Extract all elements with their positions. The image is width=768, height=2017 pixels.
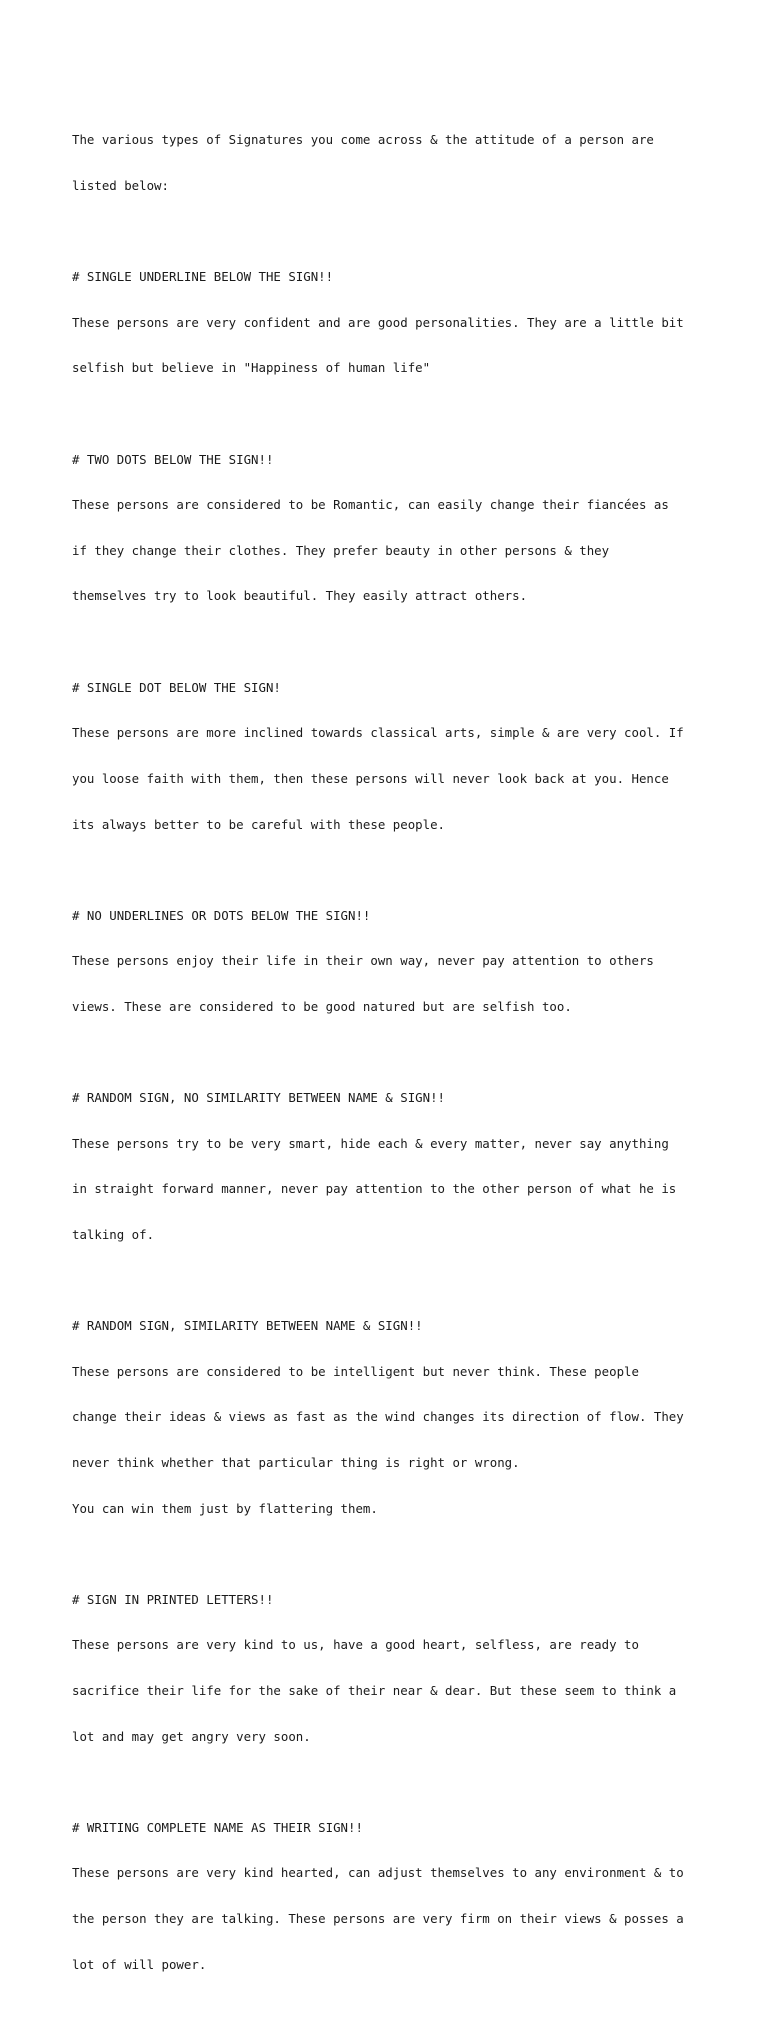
intro-line: The various types of Signatures you come across & the attitude of a person are (72, 132, 654, 148)
section-line: the person they are talking. These persons are very firm on their views & posses a (72, 1911, 684, 1927)
section-complete-name (72, 1789, 712, 2002)
section-line: lot of will power. (72, 1956, 207, 1972)
section-line: These persons are very kind hearted, can adjust themselves to any environment & to (72, 1865, 684, 1881)
section-line: talking of. (72, 1226, 155, 1242)
section-line: These persons enjoy their life in their own way, never pay attention to others (72, 953, 654, 969)
section-line: These persons are very confident and are good personalities. They are a little bit (72, 314, 684, 330)
section-line: selfish but believe in "Happiness of human life" (72, 360, 431, 376)
section-heading: # SINGLE UNDERLINE BELOW THE SIGN!! (72, 269, 334, 285)
section-line: These persons are considered to be Romantic, can easily change their fiancées as (72, 497, 669, 513)
section-line: its always better to be careful with these people. (72, 816, 445, 832)
section-random-no-similarity (72, 1060, 712, 1273)
section-heading: # WRITING COMPLETE NAME AS THEIR SIGN!! (72, 1819, 363, 1835)
section-two-dots (72, 421, 712, 634)
section-random-similarity (72, 1288, 712, 1546)
section-single-dot (72, 649, 712, 862)
section-line: never think whether that particular thing is right or wrong. (72, 1454, 520, 1470)
section-single-underline (72, 239, 712, 406)
section-line: These persons try to be very smart, hide each & every matter, never say anything (72, 1135, 669, 1151)
section-line: These persons are very kind to us, have a good heart, selfless, are ready to (72, 1637, 639, 1653)
section-printed-letters (72, 1561, 712, 1774)
intro-line: listed below: (72, 178, 169, 194)
section-heading: # SINGLE DOT BELOW THE SIGN! (72, 679, 281, 695)
section-line: in straight forward manner, never pay attention to the other person of what he is (72, 1181, 677, 1197)
section-heading: # TWO DOTS BELOW THE SIGN!! (72, 451, 274, 467)
section-heading: # RANDOM SIGN, NO SIMILARITY BETWEEN NAME & SIGN!! (72, 1090, 445, 1106)
section-line: if they change their clothes. They prefer beauty in other persons & they (72, 542, 610, 558)
section-line: These persons are more inclined towards classical arts, simple & are very cool. If (72, 725, 684, 741)
section-heading: # RANDOM SIGN, SIMILARITY BETWEEN NAME & SIGN!! (72, 1318, 423, 1334)
section-heading: # SIGN IN PRINTED LETTERS!! (72, 1591, 274, 1607)
section-line: lot and may get angry very soon. (72, 1728, 311, 1744)
section-line: themselves try to look beautiful. They easily attract others. (72, 588, 528, 604)
section-line: sacrifice their life for the sake of their near & dear. But these seem to think a (72, 1683, 677, 1699)
section-line: You can win them just by flattering them. (72, 1500, 378, 1516)
document-body (72, 102, 712, 2017)
section-line: you loose faith with them, then these persons will never look back at you. Hence (72, 770, 669, 786)
section-no-underlines (72, 877, 712, 1044)
section-heading: # NO UNDERLINES OR DOTS BELOW THE SIGN!! (72, 907, 371, 923)
section-line: change their ideas & views as fast as the wind changes its direction of flow. They (72, 1409, 684, 1425)
intro-paragraph (72, 102, 712, 224)
section-line: These persons are considered to be intelligent but never think. These people (72, 1363, 639, 1379)
section-line: views. These are considered to be good natured but are selfish too. (72, 998, 572, 1014)
